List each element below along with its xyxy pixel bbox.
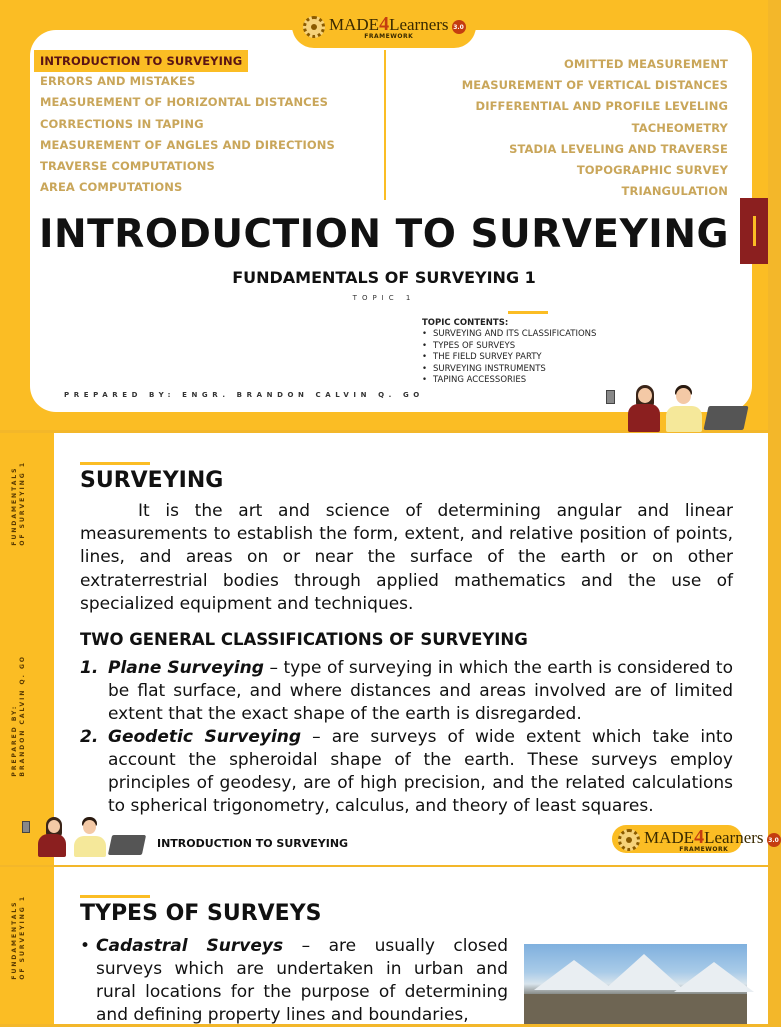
heading-accent-bar bbox=[80, 462, 150, 465]
version-badge: 3.0 bbox=[767, 833, 781, 847]
toc-divider bbox=[384, 50, 386, 200]
section-heading: SURVEYING bbox=[80, 468, 224, 493]
gear-seal-icon bbox=[618, 829, 640, 851]
toc-item[interactable]: OMITTED MEASUREMENT bbox=[563, 57, 728, 71]
side-label-author: PREPARED BY: BRANDON CALVIN Q. GO bbox=[11, 655, 26, 777]
surveying-slide bbox=[0, 433, 779, 865]
topic-number: TOPIC 1 bbox=[352, 294, 416, 302]
toc-item[interactable]: TOPOGRAPHIC SURVEY bbox=[576, 162, 728, 177]
heading-accent-bar bbox=[80, 895, 150, 898]
toc-item[interactable]: MEASUREMENT OF VERTICAL DISTANCES bbox=[461, 78, 728, 93]
toc-item[interactable]: MEASUREMENT OF HORIZONTAL DISTANCES bbox=[40, 95, 329, 110]
people-with-laptop-illustration bbox=[602, 382, 752, 432]
topic-contents-item: • SURVEYING INSTRUMENTS bbox=[422, 364, 652, 375]
side-label-course: FUNDAMENTALS OF SURVEYING 1 bbox=[11, 461, 26, 546]
topic-underline bbox=[508, 311, 548, 314]
survey-type-bullet: • Cadastral Surveys – are usually closed surveys which are undertaken in urban and rural locations for the purpose of determining and defining property lines and boundaries, bbox=[80, 936, 508, 1025]
side-tab-marker bbox=[740, 198, 768, 264]
classification-item: 1. Plane Surveying – type of surveying in which the earth is considered to be flat surface, and where distances and areas involved are of limited extent that the exact shape of the earth is disregarded. bbox=[80, 658, 733, 724]
slide-subtitle: FUNDAMENTALS OF SURVEYING 1 bbox=[232, 268, 536, 287]
toc-left-column bbox=[34, 50, 384, 198]
mountain-landscape-photo bbox=[524, 944, 747, 1024]
toc-item[interactable]: ERRORS AND MISTAKES bbox=[40, 74, 196, 89]
topic-contents-item: • SURVEYING AND ITS CLASSIFICATIONS bbox=[422, 329, 652, 340]
topic-contents-item: • THE FIELD SURVEY PARTY bbox=[422, 352, 652, 363]
made4learners-logo: MADE4Learners FRAMEWORK 3.0 bbox=[303, 14, 466, 40]
classifications-heading: TWO GENERAL CLASSIFICATIONS OF SURVEYING bbox=[80, 630, 528, 649]
topic-contents-item: • TYPES OF SURVEYS bbox=[422, 341, 652, 352]
topic-contents-list bbox=[422, 329, 652, 386]
types-of-surveys-slide bbox=[0, 867, 768, 1024]
toc-item[interactable]: INTRODUCTION TO SURVEYING bbox=[34, 50, 248, 72]
toc-item[interactable]: DIFFERENTIAL AND PROFILE LEVELING bbox=[475, 99, 728, 114]
topic-contents: TOPIC CONTENTS: • SURVEYING AND ITS CLASSIFICATIONS • TYPES OF SURVEYS • THE FIELD SURVEY PARTY • SURVEYING INSTRUMENTS • TAPING ACCESSORIES bbox=[422, 318, 652, 386]
side-label-course: FUNDAMENTALS OF SURVEYING 1 bbox=[11, 895, 26, 980]
toc-item[interactable]: CORRECTIONS IN TAPING bbox=[40, 116, 204, 131]
surveying-definition: It is the art and science of determining angular and linear measurements to establish the form, extent, and relative position of points, lines, and areas on or near the surface of the earth or on other extraterrestrial bodies through applied mathematics and the use of specialized equipment and techniques. bbox=[80, 501, 733, 614]
topic-contents-item: • TAPING ACCESSORIES bbox=[422, 375, 652, 386]
toc-item[interactable]: AREA COMPUTATIONS bbox=[40, 180, 183, 195]
footer-title: INTRODUCTION TO SURVEYING bbox=[157, 837, 349, 850]
gear-seal-icon bbox=[303, 16, 325, 38]
slide-title: INTRODUCTION TO SURVEYING bbox=[39, 212, 729, 257]
toc-item[interactable]: TRAVERSE COMPUTATIONS bbox=[40, 158, 215, 173]
toc-item[interactable]: MEASUREMENT OF ANGLES AND DIRECTIONS bbox=[40, 137, 335, 152]
classification-item: 2. Geodetic Surveying – are surveys of wide extent which take into account the spheroidal shape of the earth. These surveys employ principles of geodesy, are of high precision, and the related calculations to spherical trigonometry, calculus, and theory of least squares. bbox=[80, 727, 733, 816]
slide-footer bbox=[0, 825, 779, 865]
toc-item[interactable]: TACHEOMETRY bbox=[631, 120, 728, 135]
toc-item[interactable]: TRIANGULATION bbox=[621, 184, 728, 199]
version-badge: 3.0 bbox=[452, 20, 466, 34]
toc-item[interactable]: STADIA LEVELING AND TRAVERSE bbox=[509, 141, 728, 156]
title-slide bbox=[0, 0, 768, 430]
made4learners-logo: MADE4Learners FRAMEWORK 3.0 bbox=[618, 827, 781, 853]
people-with-laptop-illustration bbox=[18, 817, 148, 857]
toc-right-column bbox=[408, 54, 728, 202]
section-heading: TYPES OF SURVEYS bbox=[80, 901, 322, 926]
prepared-by: PREPARED BY: ENGR. BRANDON CALVIN Q. GO bbox=[64, 391, 424, 399]
